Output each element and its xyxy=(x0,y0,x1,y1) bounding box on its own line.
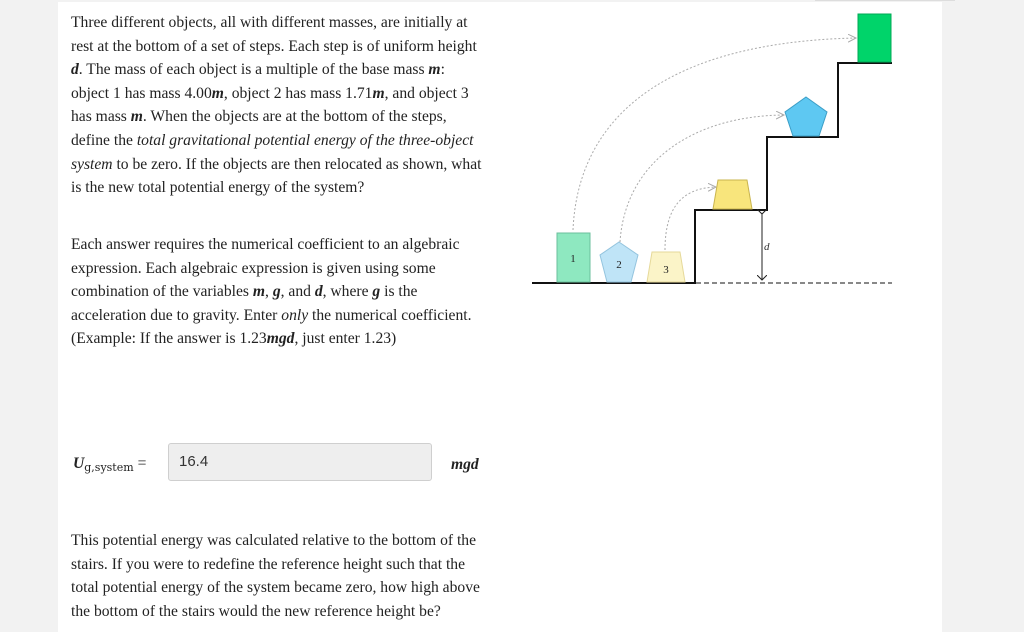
answer-input[interactable]: 16.4 xyxy=(168,443,432,481)
answer-instructions: Each answer requires the numerical coefficient to an algebraic expression. Each algebraic expression is given using some combination of the variables m, g, and d, where g is the acceleration due to gravity. Enter only the numerical coefficient. (Example: If the answer is 1.23mgd, just enter 1.23) xyxy=(71,236,476,348)
object-1 xyxy=(557,233,590,282)
object-1-relocated xyxy=(858,14,891,62)
height-label: d xyxy=(764,241,770,253)
followup-question: This potential energy was calculated relative to the bottom of the stairs. If you were to redefine the reference height such that the total potential energy of the system became zero, how high above the bottom of the stairs would the new reference height be? xyxy=(71,532,484,620)
answer-label: $U_{g,system}$ = xyxy=(73,455,147,474)
object-3 xyxy=(647,252,685,282)
object-2-relocated xyxy=(785,97,827,136)
svg-text:2: 2 xyxy=(616,259,622,271)
object-2 xyxy=(600,242,638,282)
problem-statement: Three different objects, all with different masses, are initially at rest at the bottom of a set of steps. Each step is of uniform height d. The mass of each object is a multiple of the base mass m: object 1 has mass 4.00m, object 2 has mass 1.71m, and object 3 has mass m. When the objects are at the bottom of the steps, define the total gravitational potential energy of the three-object system to be zero. If the objects are then relocated as shown, what is the new total potential energy of the system? xyxy=(71,14,486,197)
trajectory-arrows xyxy=(573,38,856,250)
svg-text:3: 3 xyxy=(663,264,669,276)
height-dimension xyxy=(762,214,770,280)
object-3-relocated xyxy=(713,180,752,209)
svg-text:1: 1 xyxy=(570,253,576,265)
answer-row xyxy=(73,443,493,483)
top-divider xyxy=(815,0,955,1)
answer-unit: mgd xyxy=(451,456,479,473)
stairs-figure xyxy=(520,4,900,294)
